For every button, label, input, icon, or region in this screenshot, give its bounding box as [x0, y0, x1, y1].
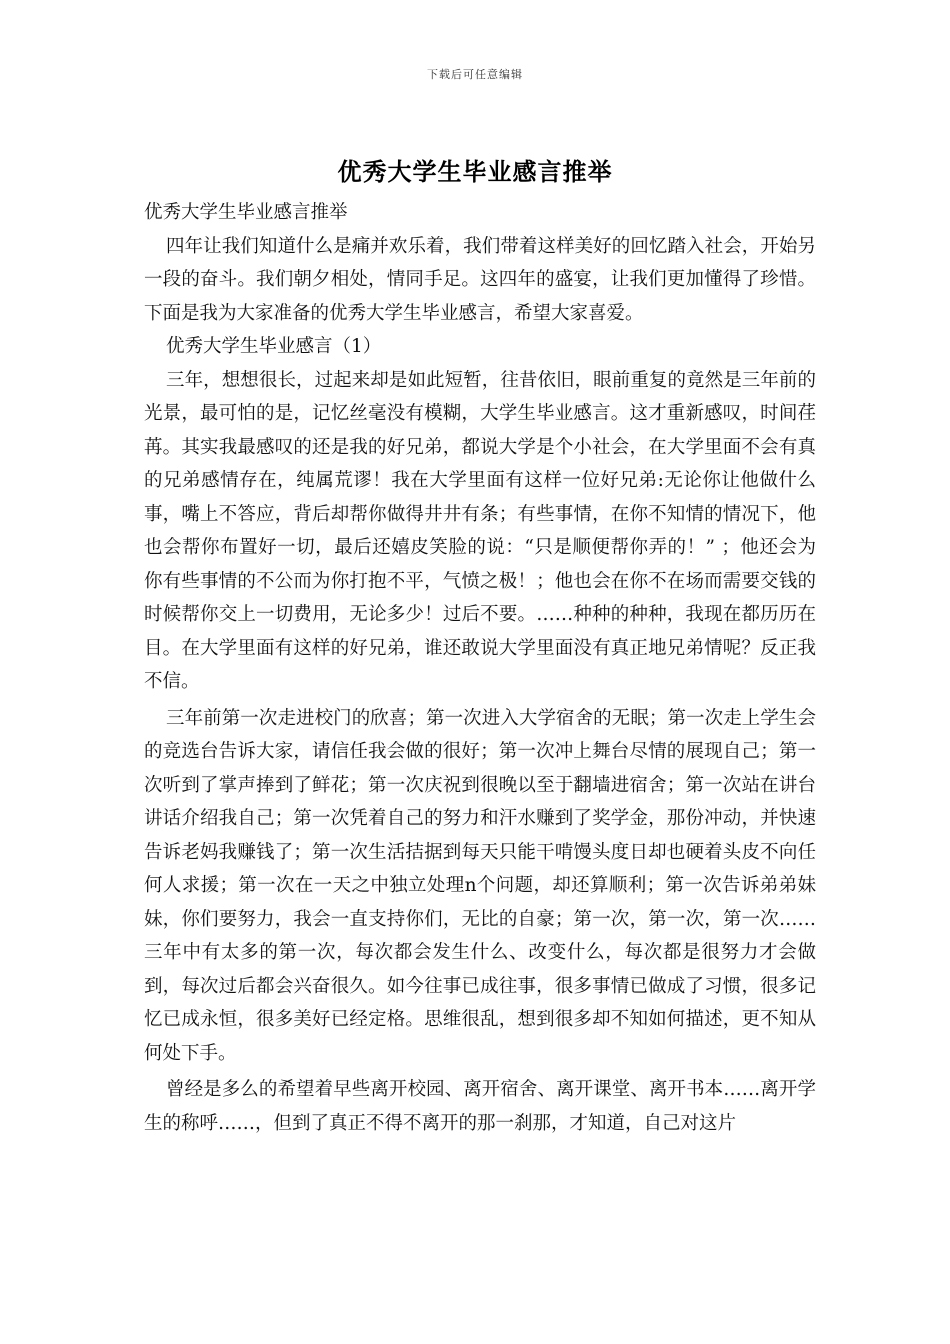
document-title: 优秀大学生毕业感言推举: [337, 157, 613, 186]
body-paragraph: 三年，想想很长，过起来却是如此短暂，往昔依旧，眼前重复的竟然是三年前的光景，最可怕的是，记忆丝毫没有模糊，大学生毕业感言。这才重新感叹，时间荏苒。其实我最感叹的还是我的好兄弟，都说大学是个小社会，在大学里面不会有真的兄弟感情存在，纯属荒谬！我在大学里面有这样一位好兄弟:无论你让他做什么事，嘴上不答应，背后却帮你做得井井有条；有些事情，在你不知情的情况下，他也会帮你布置好一切，最后还嬉皮笑脸的说：“只是顺便帮你弄的！” ；他还会为你有些事情的不公而为你打抱不平，气愤之极！；他也会在你不在场而需要交钱的时候帮你交上一切费用，无论多少！过后不要。……种种的种种，我现在都历历在目。在大学里面有这样的好兄弟，谁还敢说大学里面没有真正地兄弟情呢？反正我不信。: [144, 369, 816, 692]
intro-paragraph: 四年让我们知道什么是痛并欢乐着，我们带着这样美好的回忆踏入社会，开始另一段的奋斗。我们朝夕相处，情同手足。这四年的盛宴，让我们更加懂得了珍惜。下面是我为大家准备的优秀大学生毕业感言，希望大家喜爱。: [144, 235, 816, 324]
section-heading: 优秀大学生毕业感言（1）: [166, 336, 382, 357]
body-paragraph: 三年前第一次走进校门的欣喜；第一次进入大学宿舍的无眠；第一次走上学生会的竞选台告诉大家，请信任我会做的很好；第一次冲上舞台尽情的展现自己；第一次听到了掌声捧到了鲜花；第一次庆祝到很晚以至于翻墙进宿舍；第一次站在讲台讲话介绍我自己；第一次凭着自己的努力和汗水赚到了奖学金，那份冲动，并快速告诉老妈我赚钱了；第一次生活拮据到每天只能干啃馒头度日却也硬着头皮不向任何人求援；第一次在一天之中独立处理n个问题，却还算顺利；第一次告诉弟弟妹妹，你们要努力，我会一直支持你们，无比的自豪；第一次，第一次，第一次……三年中有太多的第一次，每次都会发生什么、改变什么，每次都是很努力才会做到，每次过后都会兴奋很久。如今往事已成往事，很多事情已做成了习惯，很多记忆已成永恒，很多美好已经定格。思维很乱，想到很多却不知如何描述，更不知从何处下手。: [144, 707, 816, 1064]
document-body: [144, 196, 816, 1140]
header-note: 下载后可任意编辑: [427, 68, 523, 81]
document-subtitle: 优秀大学生毕业感言推举: [144, 202, 348, 223]
body-paragraph: 曾经是多么的希望着早些离开校园、离开宿舍、离开课堂、离开书本……离开学生的称呼……，但到了真正不得不离开的那一刹那，才知道，自己对这片: [144, 1079, 816, 1134]
